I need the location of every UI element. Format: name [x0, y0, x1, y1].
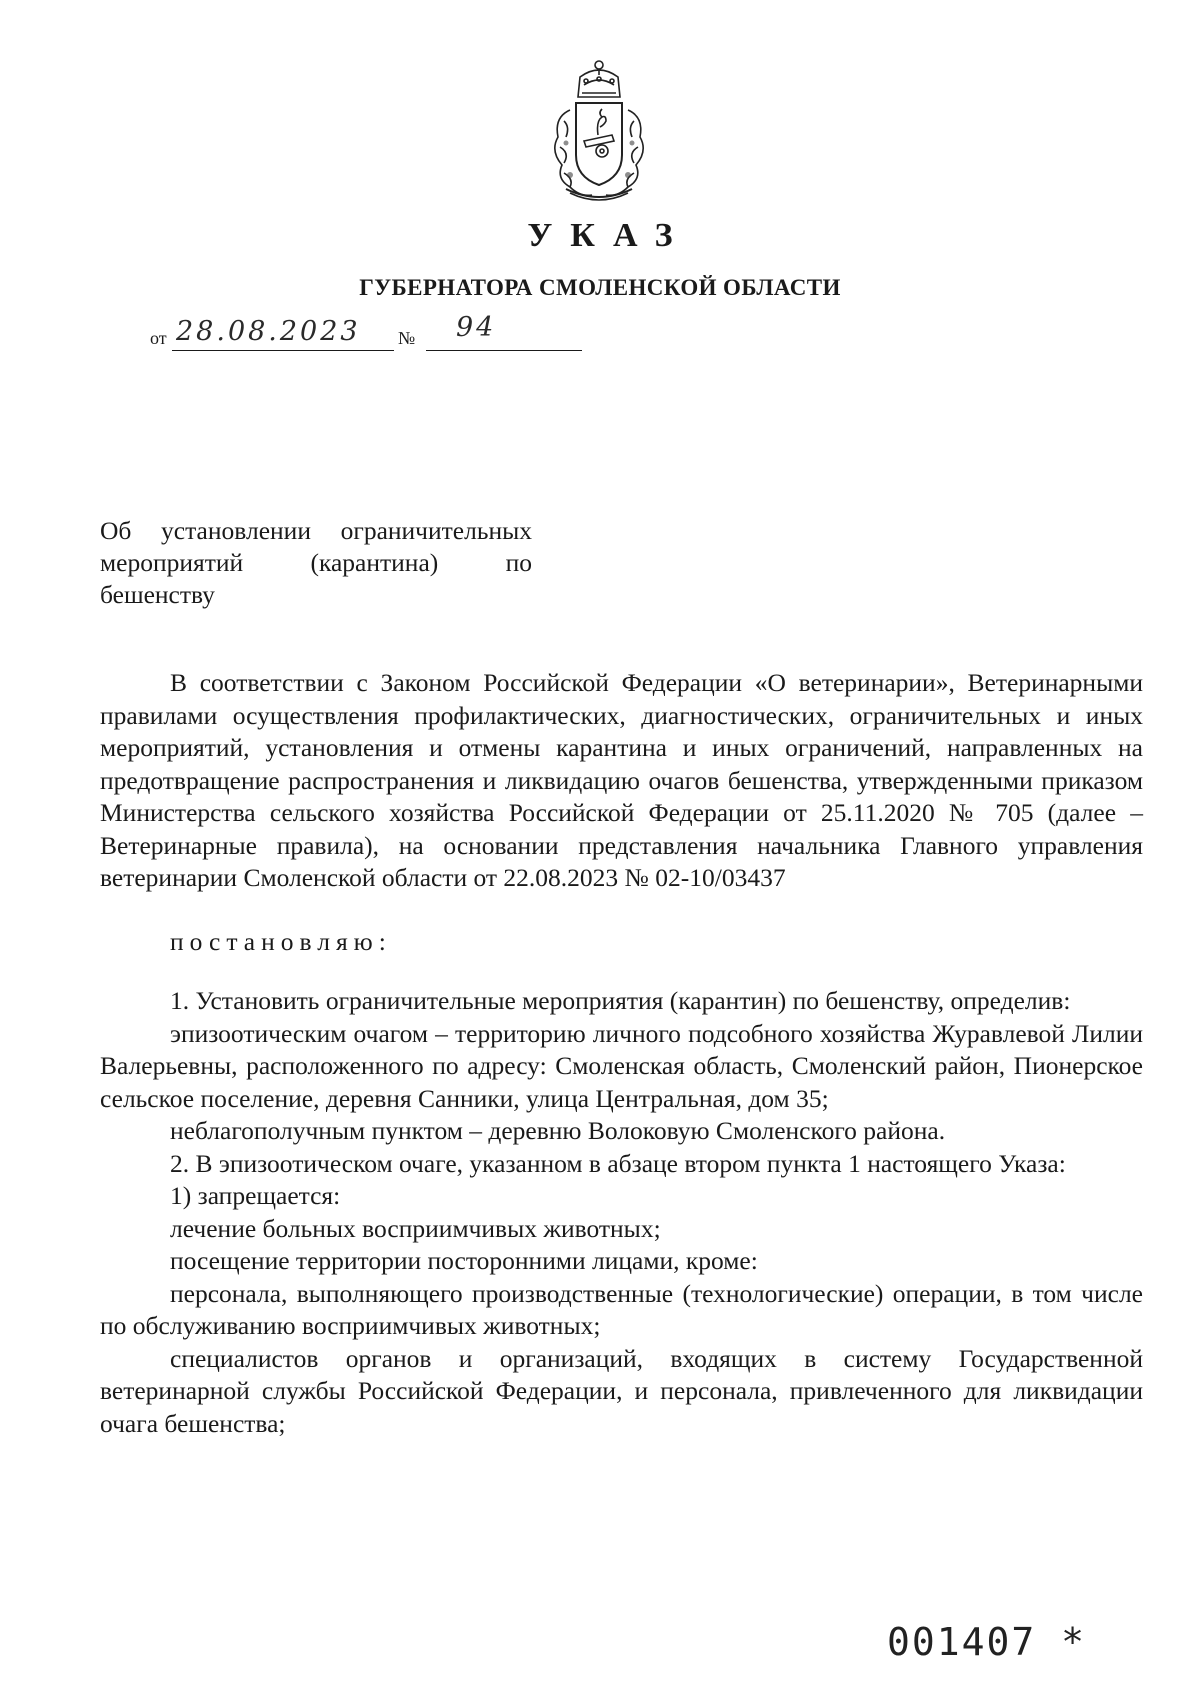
subject-line: бешенству [100, 580, 215, 609]
number-value: 94 [456, 312, 497, 343]
document-title: УКАЗ [527, 217, 691, 254]
clause-2: 2. В эпизоотическом очаге, указанном в абзаце втором пункта 1 настоящего Указа: [170, 1148, 1066, 1178]
clause-2-1-c: персонала, выполняющего производственные (технологические) операции, в том числе по обслуживанию восприимчивых животных; [100, 1278, 1143, 1340]
date-value: 28.08.2023 [176, 316, 361, 347]
decree-word: постановляю: [170, 926, 392, 956]
date-prefix: от [150, 328, 167, 348]
subject-line: мероприятий (карантина) по [100, 548, 532, 577]
coat-of-arms-icon [540, 55, 658, 205]
clause-1-focus: эпизоотическим очагом – территорию личного подсобного хозяйства Журавлевой Лилии Валерьевны, расположенного по адресу: Смоленская область, Смоленский район, Пионерское сельское поселение, деревня Санники, улица Центральная, дом 35; [100, 1018, 1143, 1113]
preamble-paragraph: В соответствии с Законом Российской Федерации «О ветеринарии», Ветеринарными правилами осуществления профилактических, диагностических, ограничительных и иных мероприятий, установления и отмены карантина и иных ограничений, направленных на предотвращение распространения и ликвидацию очагов бешенства, утвержденными приказом Министерства сельского хозяйства Российской Федерации от 25.11.2020 № 705 (далее – Ветеринарные правила), на основании представления начальника Главного управления ветеринарии Смоленской области от 22.08.2023 № 02-10/03437 [100, 668, 1143, 892]
clause-2-1-d: специалистов органов и организаций, входящих в систему Государственной ветеринарной службы Российской Федерации, и персонала, привлеченного для ликвидации очага бешенства; [100, 1343, 1143, 1438]
clause-2-1: 1) запрещается: [170, 1181, 341, 1210]
document-subject [100, 515, 532, 611]
clause-1: 1. Установить ограничительные мероприятия (карантин) по бешенству, определив: [170, 986, 1071, 1015]
issuer-title: ГУБЕРНАТОРА СМОЛЕНСКОЙ ОБЛАСТИ [359, 275, 841, 300]
document-body [100, 667, 1143, 1440]
clause-2-1-b: посещение территории посторонними лицами, кроме: [170, 1246, 758, 1275]
clause-1-point: неблагополучным пунктом – деревню Волоковую Смоленского района. [170, 1116, 946, 1145]
serial-number: 001407 * [887, 1620, 1087, 1664]
clause-2-1-a: лечение больных восприимчивых животных; [170, 1213, 661, 1243]
number-prefix: № [398, 328, 416, 348]
subject-line: Об установлении ограничительных [100, 516, 532, 545]
